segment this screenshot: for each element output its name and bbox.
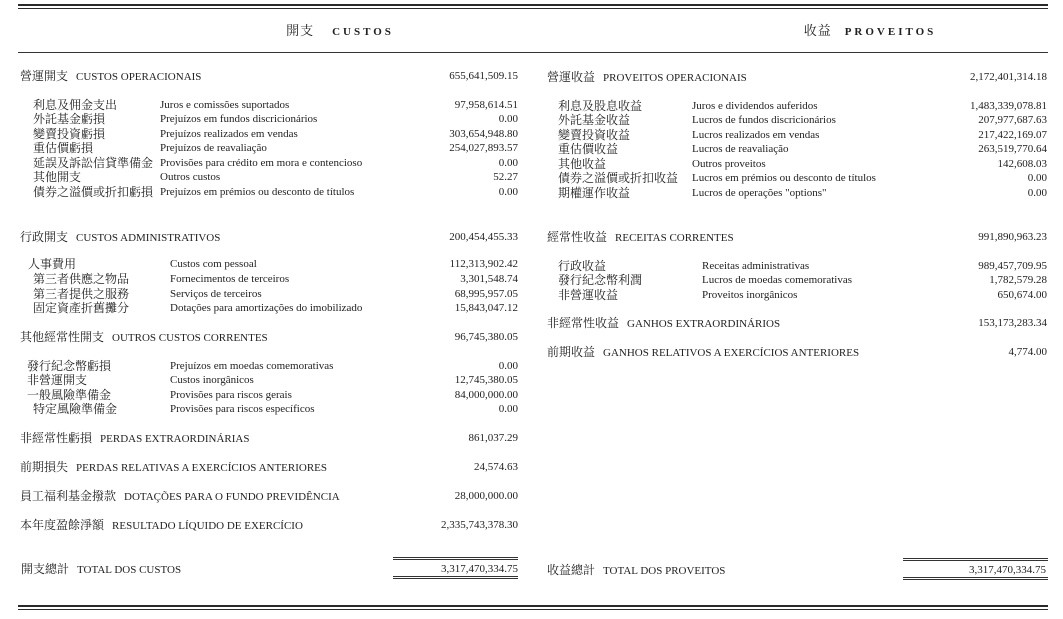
item-label-zh: 期權運作收益 (558, 186, 631, 200)
proceeds-total-bottom-rule (903, 577, 1048, 580)
total-label-zh: 收益總計 (547, 563, 596, 577)
section-label (20, 431, 249, 446)
item-label-pt: Outros proveitos (692, 158, 766, 170)
proceeds-section-current-receipts (0, 230, 1047, 244)
item-amount: 0.00 (498, 403, 518, 415)
item-amount: 68,995,957.05 (454, 288, 518, 300)
item-amount: 1,782,579.28 (989, 274, 1047, 286)
item-label-zh: 非營運開支 (27, 373, 88, 387)
item-label-pt: Provisões para riscos específicos (170, 403, 315, 415)
costs-total-top-rule (393, 557, 518, 560)
item-label-zh: 一般風險準備金 (27, 388, 112, 402)
proceeds-item-row (0, 113, 1047, 127)
item-label-pt: Lucros realizados em vendas (692, 129, 820, 141)
item-label-pt: Lucros de operações "options" (692, 187, 827, 199)
header-rule (18, 52, 1048, 53)
item-label-pt: Receitas administrativas (702, 260, 810, 272)
item-label-zh: 變賣投資收益 (558, 128, 631, 142)
section-label-pt: GANHOS RELATIVOS A EXERCÍCIOS ANTERIORES (603, 347, 860, 359)
item-label-pt: Provisões para crédito em mora e contencioso (160, 157, 363, 169)
proceeds-section-extraordinary (0, 316, 1047, 330)
total-label-pt: TOTAL DOS PROVEITOS (603, 565, 726, 577)
item-label-pt: Lucros de moedas comemorativas (702, 274, 852, 286)
section-label-pt: PROVEITOS OPERACIONAIS (603, 72, 747, 84)
item-label-pt: Prejuízos de reavaliação (160, 142, 267, 154)
item-amount: 217,422,169.07 (978, 129, 1047, 141)
item-label-pt: Custos inorgânicos (170, 374, 254, 386)
item-amount: 0.00 (498, 157, 518, 169)
item-label-zh: 第三者供應之物品 (33, 272, 130, 286)
item-label-zh: 變賣投資虧損 (33, 127, 106, 141)
cost-item-row (0, 301, 518, 315)
proceeds-item-row (0, 273, 1047, 287)
top-rule (18, 4, 1048, 9)
section-label-pt: PERDAS RELATIVAS A EXERCÍCIOS ANTERIORES (76, 462, 328, 474)
section-label-zh: 本年度盈餘淨額 (20, 518, 105, 532)
item-amount: 207,977,687.63 (978, 114, 1047, 126)
section-amount: 153,173,283.34 (978, 317, 1047, 329)
item-amount: 97,958,614.51 (454, 99, 518, 111)
item-label-pt: Provisões para riscos gerais (170, 389, 292, 401)
section-amount: 96,745,380.05 (454, 331, 518, 343)
section-amount: 655,641,509.15 (449, 70, 518, 82)
item-label-pt: Outros custos (160, 171, 221, 183)
proceeds-section-operational (0, 70, 1047, 84)
section-label-pt: DOTAÇÕES PARA O FUNDO PREVIDÊNCIA (124, 491, 340, 503)
section-label-zh: 行政開支 (20, 230, 69, 244)
item-label-pt: Prejuízos em prémios ou desconto de títulos (160, 186, 355, 198)
proceeds-header (770, 22, 970, 40)
item-label-pt: Lucros de fundos discricionários (692, 114, 836, 126)
item-amount: 12,745,380.05 (454, 374, 518, 386)
item-amount: 112,313,902.42 (449, 258, 518, 270)
total-label-zh: 開支總計 (21, 562, 70, 576)
section-amount: 2,172,401,314.18 (970, 71, 1047, 83)
section-label (547, 230, 734, 245)
section-amount: 200,454,455.33 (449, 231, 518, 243)
item-label-zh: 外託基金虧損 (33, 112, 106, 126)
proceeds-section-prior-periods (0, 345, 1047, 359)
section-amount: 991,890,963.23 (978, 231, 1047, 243)
item-amount: 0.00 (498, 360, 518, 372)
item-label-zh: 債券之溢價或折扣虧損 (33, 185, 154, 199)
cost-section-prior-periods (0, 460, 518, 474)
cost-item-row (0, 359, 518, 373)
section-label (20, 518, 303, 533)
section-label-pt: CUSTOS OPERACIONAIS (76, 71, 202, 83)
item-label-pt: Lucros em prémios ou desconto de títulos (692, 172, 876, 184)
section-label-pt: RECEITAS CORRENTES (615, 232, 734, 244)
section-label-zh: 經常性收益 (547, 230, 608, 244)
proceeds-item-row (0, 186, 1047, 200)
item-label-zh: 債券之溢價或折扣收益 (558, 171, 679, 185)
section-amount: 861,037.29 (468, 432, 518, 444)
item-amount: 1,483,339,078.81 (970, 100, 1047, 112)
cost-item-row (0, 373, 518, 387)
proceeds-item-row (0, 142, 1047, 156)
section-label (20, 460, 327, 475)
item-amount: 3,301,548.74 (460, 273, 518, 285)
section-label-pt: CUSTOS ADMINISTRATIVOS (76, 232, 221, 244)
item-amount: 52.27 (493, 171, 518, 183)
item-label-pt: Dotações para amortizações do imobilizado (170, 302, 363, 314)
item-amount: 84,000,000.00 (454, 389, 518, 401)
cost-item-row (0, 388, 518, 402)
item-amount: 254,027,893.57 (449, 142, 518, 154)
costs-header (240, 22, 440, 40)
costs-header-zh: 開支 (286, 23, 315, 38)
total-label (547, 563, 725, 578)
item-label-pt: Custos com pessoal (170, 258, 257, 270)
item-label-zh: 利息及佣金支出 (33, 98, 118, 112)
item-label-zh: 發行紀念幣虧損 (27, 359, 112, 373)
item-label-pt: Juros e comissões suportados (160, 99, 290, 111)
item-label-zh: 特定風險準備金 (33, 402, 118, 416)
section-label-zh: 非經常性虧損 (20, 431, 93, 445)
item-label-pt: Juros e dividendos auferidos (692, 100, 818, 112)
item-label-zh: 其他開支 (33, 170, 82, 184)
item-amount: 0.00 (498, 186, 518, 198)
item-amount: 0.00 (498, 113, 518, 125)
section-label-zh: 其他經常性開支 (20, 330, 105, 344)
item-label-pt: Serviços de terceiros (170, 288, 262, 300)
proceeds-item-row (0, 99, 1047, 113)
item-label-pt: Proveitos inorgânicos (702, 289, 798, 301)
item-label-zh: 人事費用 (28, 257, 77, 271)
proceeds-header-zh: 收益 (803, 23, 832, 38)
section-label-pt: RESULTADO LÍQUIDO DE EXERCÍCIO (112, 520, 303, 532)
item-label-pt: Fornecimentos de terceiros (170, 273, 290, 285)
section-label (547, 70, 747, 85)
cost-section-net-result (0, 518, 518, 532)
item-amount: 15,843,047.12 (454, 302, 518, 314)
section-label-zh: 非經常性收益 (547, 316, 620, 330)
proceeds-header-pt: PROVEITOS (844, 26, 937, 38)
proceeds-total-top-rule (903, 558, 1048, 561)
item-label-zh: 延誤及訴訟信貸準備金 (33, 156, 154, 170)
proceeds-item-row (0, 171, 1047, 185)
item-label-zh: 固定資產折舊攤分 (33, 301, 130, 315)
section-label-zh: 員工福利基金撥款 (20, 489, 117, 503)
item-label-zh: 第三者提供之服務 (33, 287, 130, 301)
item-label-zh: 利息及股息收益 (558, 99, 643, 113)
section-label-pt: GANHOS EXTRAORDINÁRIOS (627, 318, 781, 330)
section-amount: 4,774.00 (1008, 346, 1047, 358)
section-label (547, 345, 859, 360)
cost-section-provident-fund (0, 489, 518, 503)
proceeds-total-row (0, 563, 1046, 577)
section-amount: 24,574.63 (474, 461, 518, 473)
proceeds-item-row (0, 128, 1047, 142)
section-amount: 28,000,000.00 (454, 490, 518, 502)
section-label-pt: OUTROS CUSTOS CORRENTES (112, 332, 268, 344)
item-label-pt: Prejuízos em fundos discricionários (160, 113, 318, 125)
total-label-pt: TOTAL DOS CUSTOS (77, 564, 182, 576)
item-label-pt: Lucros de reavaliação (692, 143, 789, 155)
item-label-zh: 發行紀念幣利潤 (558, 273, 643, 287)
section-label (20, 330, 268, 345)
section-label (547, 316, 780, 331)
item-label-zh: 非營運收益 (558, 288, 619, 302)
item-label-zh: 行政收益 (558, 259, 607, 273)
section-label-zh: 營運收益 (547, 70, 596, 84)
cost-section-other-current (0, 330, 518, 344)
item-label-zh: 重估價虧損 (33, 141, 94, 155)
section-label (20, 489, 340, 504)
cost-item-row (0, 402, 518, 416)
proceeds-item-row (0, 259, 1047, 273)
item-label-pt: Prejuízos em moedas comemorativas (170, 360, 334, 372)
proceeds-item-row (0, 288, 1047, 302)
costs-header-pt: CUSTOS (332, 26, 394, 38)
item-amount: 0.00 (1027, 187, 1047, 199)
item-label-zh: 外託基金收益 (558, 113, 631, 127)
section-label-zh: 前期損失 (20, 460, 69, 474)
item-label-pt: Prejuízos realizados em vendas (160, 128, 298, 140)
cost-section-extraordinary (0, 431, 518, 445)
section-label-zh: 前期收益 (547, 345, 596, 359)
item-amount: 989,457,709.95 (978, 260, 1047, 272)
section-amount: 2,335,743,378.30 (441, 519, 518, 531)
section-label-zh: 營運開支 (20, 69, 69, 83)
total-amount: 3,317,470,334.75 (969, 564, 1046, 576)
item-amount: 142,608.03 (997, 158, 1047, 170)
item-amount: 650,674.00 (997, 289, 1047, 301)
item-amount: 0.00 (1027, 172, 1047, 184)
item-label-zh: 其他收益 (558, 157, 607, 171)
proceeds-item-row (0, 157, 1047, 171)
item-amount: 263,519,770.64 (978, 143, 1047, 155)
bottom-rule (18, 605, 1048, 610)
item-label-zh: 重估價收益 (558, 142, 619, 156)
item-amount: 303,654,948.80 (449, 128, 518, 140)
section-label-pt: PERDAS EXTRAORDINÁRIAS (100, 433, 250, 445)
total-amount: 3,317,470,334.75 (441, 563, 518, 575)
